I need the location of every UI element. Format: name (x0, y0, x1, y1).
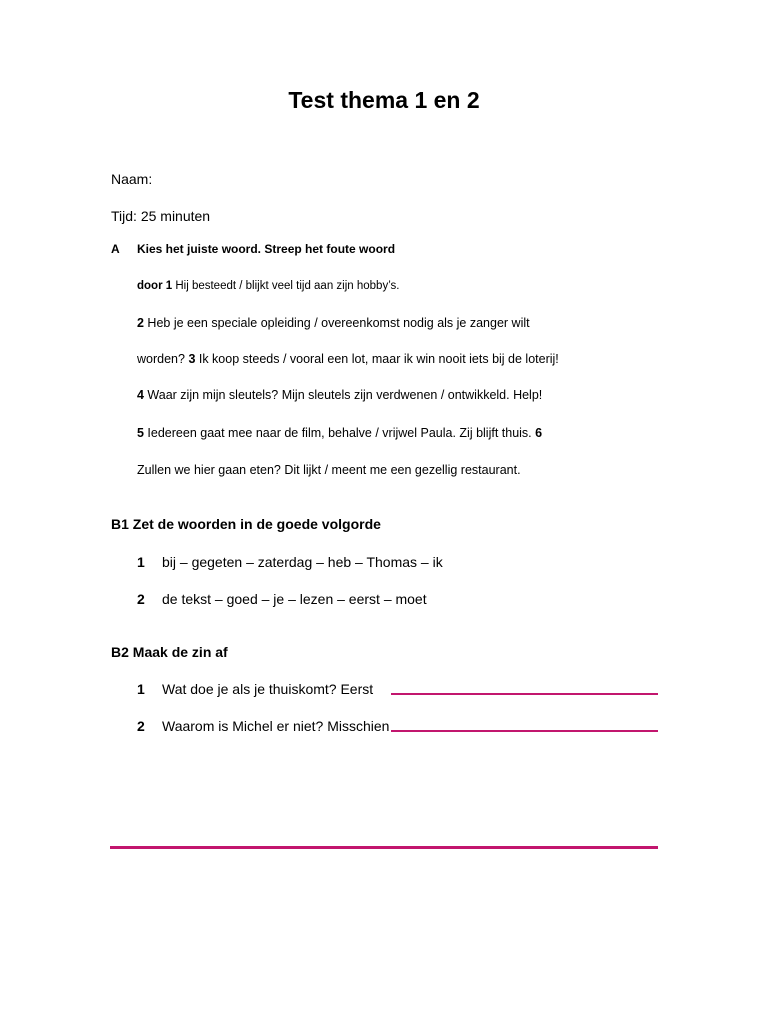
section-a-line-3-text: Ik koop steeds / vooral een lot, maar ik win nooit iets bij de loterij! (195, 352, 559, 366)
section-b1-item-2-text: de tekst – goed – je – lezen – eerst – moet (162, 591, 427, 607)
section-a-line-2 (137, 316, 530, 330)
section-a-instruction: Kies het juiste woord. Streep het foute woord (137, 242, 396, 256)
time-label: Tijd: 25 minuten (111, 208, 211, 224)
section-a-line-6-text: Zullen we hier gaan eten? Dit lijkt / meent me een gezellig restaurant. (137, 463, 521, 477)
section-b2-item-2-text: Waarom is Michel er niet? Misschien (162, 718, 390, 734)
section-a-line-5-num2: 6 (535, 426, 543, 440)
section-a-line-4-text: Waar zijn mijn sleutels? Mijn sleutels zijn verdwenen / ontwikkeld. Help! (143, 388, 543, 402)
section-a-line-4-num: 4 (137, 388, 144, 402)
section-b2-heading: B2 Maak de zin af (111, 644, 228, 660)
answer-line-bottom (110, 846, 658, 849)
section-a-line-2-num: 2 (137, 316, 144, 330)
section-a-line-4 (137, 388, 542, 402)
section-b2-item-1-text: Wat doe je als je thuiskomt? Eerst (162, 681, 374, 697)
section-a-line-5-num: 5 (137, 426, 144, 440)
section-b1-item-1-text: bij – gegeten – zaterdag – heb – Thomas – ik (162, 554, 443, 570)
section-a-line-2-text: Heb je een speciale opleiding / overeenkomst nodig als je zanger wilt (143, 316, 530, 330)
section-b1-item-2-num: 2 (137, 591, 145, 607)
section-a-line-3-num: 3 (188, 352, 196, 366)
page-title: Test thema 1 en 2 (288, 87, 480, 113)
section-b2-item-1-num: 1 (137, 681, 145, 697)
section-b1-heading: B1 Zet de woorden in de goede volgorde (111, 516, 381, 532)
section-b1-item-1-num: 1 (137, 554, 145, 570)
answer-line-b2-1 (391, 693, 658, 695)
section-a-line-1-bold: door 1 (137, 280, 173, 292)
section-a-line-5 (137, 426, 542, 440)
section-a-line-1-text: Hij besteedt / blijkt veel tijd aan zijn hobby’s. (172, 280, 400, 292)
answer-line-b2-2 (391, 730, 658, 732)
section-a-line-5-text: Iedereen gaat mee naar de film, behalve / vrijwel Paula. Zij blijft thuis. (143, 426, 536, 440)
section-b2-item-2-num: 2 (137, 718, 145, 734)
name-label: Naam: (111, 171, 153, 187)
section-a-letter: A (111, 242, 120, 256)
section-a-line-6 (137, 463, 521, 477)
section-a-line-3 (137, 352, 559, 366)
section-a-line-3-pre: worden? (137, 352, 189, 366)
section-a-line-1 (137, 280, 400, 292)
